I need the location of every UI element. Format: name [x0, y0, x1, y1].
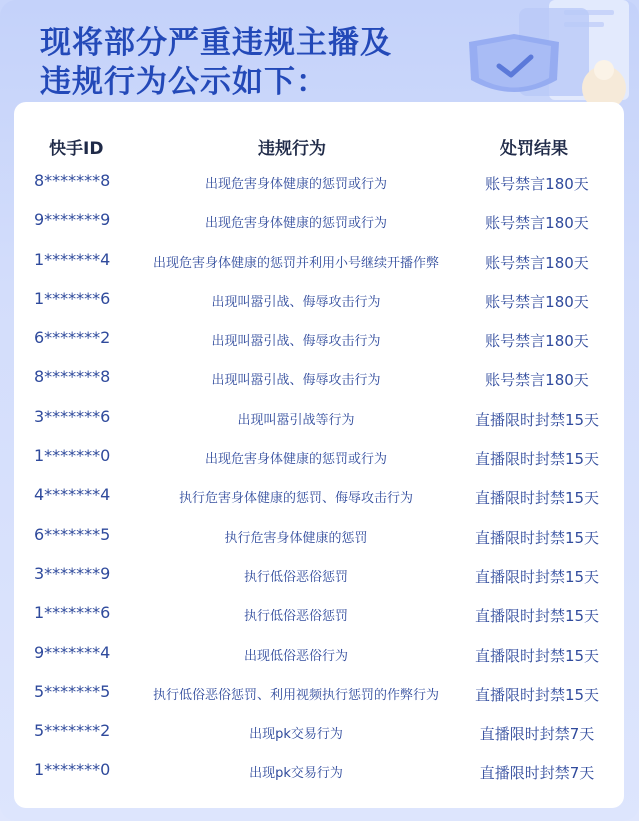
row-result: 直播限时封禁15天: [474, 567, 600, 586]
table-row: [0, 167, 639, 206]
row-id: 5*******2: [34, 721, 111, 741]
table-row: [0, 403, 639, 442]
table-row: [0, 285, 639, 324]
table-row: [0, 442, 639, 481]
row-action: 出现pk交易行为: [249, 727, 343, 743]
row-id: 1*******4: [34, 249, 111, 269]
row-id: 1*******0: [34, 760, 111, 780]
table-row: [0, 481, 639, 520]
row-id: 8*******8: [34, 367, 111, 387]
row-result: 直播限时封禁15天: [474, 528, 600, 547]
row-result: 账号禁言180天: [485, 292, 589, 311]
row-id: 9*******4: [34, 642, 111, 662]
row-id: 6*******5: [34, 524, 111, 544]
row-action: 执行低俗恶俗惩罚: [243, 609, 348, 625]
table-header: [0, 134, 639, 164]
row-result: 账号禁言180天: [485, 332, 589, 351]
row-action: 执行危害身体健康的惩罚: [224, 530, 368, 546]
row-result: 直播限时封禁7天: [479, 764, 595, 783]
row-id: 1*******0: [34, 446, 111, 466]
row-id: 9*******9: [34, 210, 111, 230]
row-result: 直播限时封禁15天: [474, 410, 600, 429]
row-action: 出现叫嚣引战、侮辱攻击行为: [211, 294, 381, 310]
title-line-2: 违规行为公示如下：: [40, 64, 328, 100]
page-title: [40, 24, 460, 102]
header-id: 快手ID: [49, 139, 104, 159]
table-row: [0, 678, 639, 717]
row-action: 出现危害身体健康的惩罚或行为: [204, 452, 387, 468]
title-line-1: 现将部分严重违规主播及: [40, 25, 392, 61]
row-action: 执行危害身体健康的惩罚、侮辱攻击行为: [178, 491, 413, 507]
table-row: [0, 324, 639, 363]
row-id: 8*******8: [34, 171, 111, 190]
table-row: [0, 756, 639, 795]
row-action: 出现危害身体健康的惩罚或行为: [204, 216, 387, 232]
row-action: 执行低俗恶俗惩罚、利用视频执行惩罚的作弊行为: [152, 687, 439, 703]
row-result: 直播限时封禁15天: [474, 607, 600, 626]
row-result: 账号禁言180天: [485, 253, 589, 272]
row-action: 执行低俗恶俗惩罚: [243, 569, 348, 585]
row-action: 出现危害身体健康的惩罚并利用小号继续开播作弊: [152, 255, 439, 271]
row-action: 出现危害身体健康的惩罚或行为: [204, 177, 387, 192]
row-id: 4*******4: [34, 485, 111, 505]
row-id: 3*******6: [34, 406, 111, 426]
row-id: 6*******2: [34, 328, 111, 348]
row-action: 出现叫嚣引战等行为: [237, 412, 355, 428]
table-row: [0, 363, 639, 402]
table-row: [0, 717, 639, 756]
row-id: 3*******9: [34, 563, 111, 583]
shield-check-icon: [439, 0, 639, 110]
header-action: 违规行为: [258, 139, 326, 159]
row-result: 账号禁言180天: [485, 175, 589, 193]
row-result: 直播限时封禁15天: [474, 450, 600, 469]
row-id: 1*******6: [34, 603, 111, 623]
header-result: 处罚结果: [500, 139, 568, 159]
row-id: 5*******5: [34, 681, 111, 701]
table-row: [0, 599, 639, 638]
row-action: 出现叫嚣引战、侮辱攻击行为: [211, 373, 381, 389]
table-row: [0, 639, 639, 678]
table-body: [0, 167, 639, 796]
row-result: 账号禁言180天: [485, 214, 589, 233]
table-row: [0, 206, 639, 245]
row-action: 出现低俗恶俗行为: [243, 648, 348, 664]
row-action: 出现pk交易行为: [249, 766, 343, 782]
table-row: [0, 521, 639, 560]
row-result: 直播限时封禁15天: [474, 646, 600, 665]
row-result: 直播限时封禁15天: [474, 489, 600, 508]
row-id: 1*******6: [34, 288, 111, 308]
row-result: 直播限时封禁7天: [479, 725, 595, 744]
row-action: 出现叫嚣引战、侮辱攻击行为: [211, 334, 381, 350]
row-result: 账号禁言180天: [485, 371, 589, 390]
row-result: 直播限时封禁15天: [474, 685, 600, 704]
table-row: [0, 246, 639, 285]
table-row: [0, 560, 639, 599]
